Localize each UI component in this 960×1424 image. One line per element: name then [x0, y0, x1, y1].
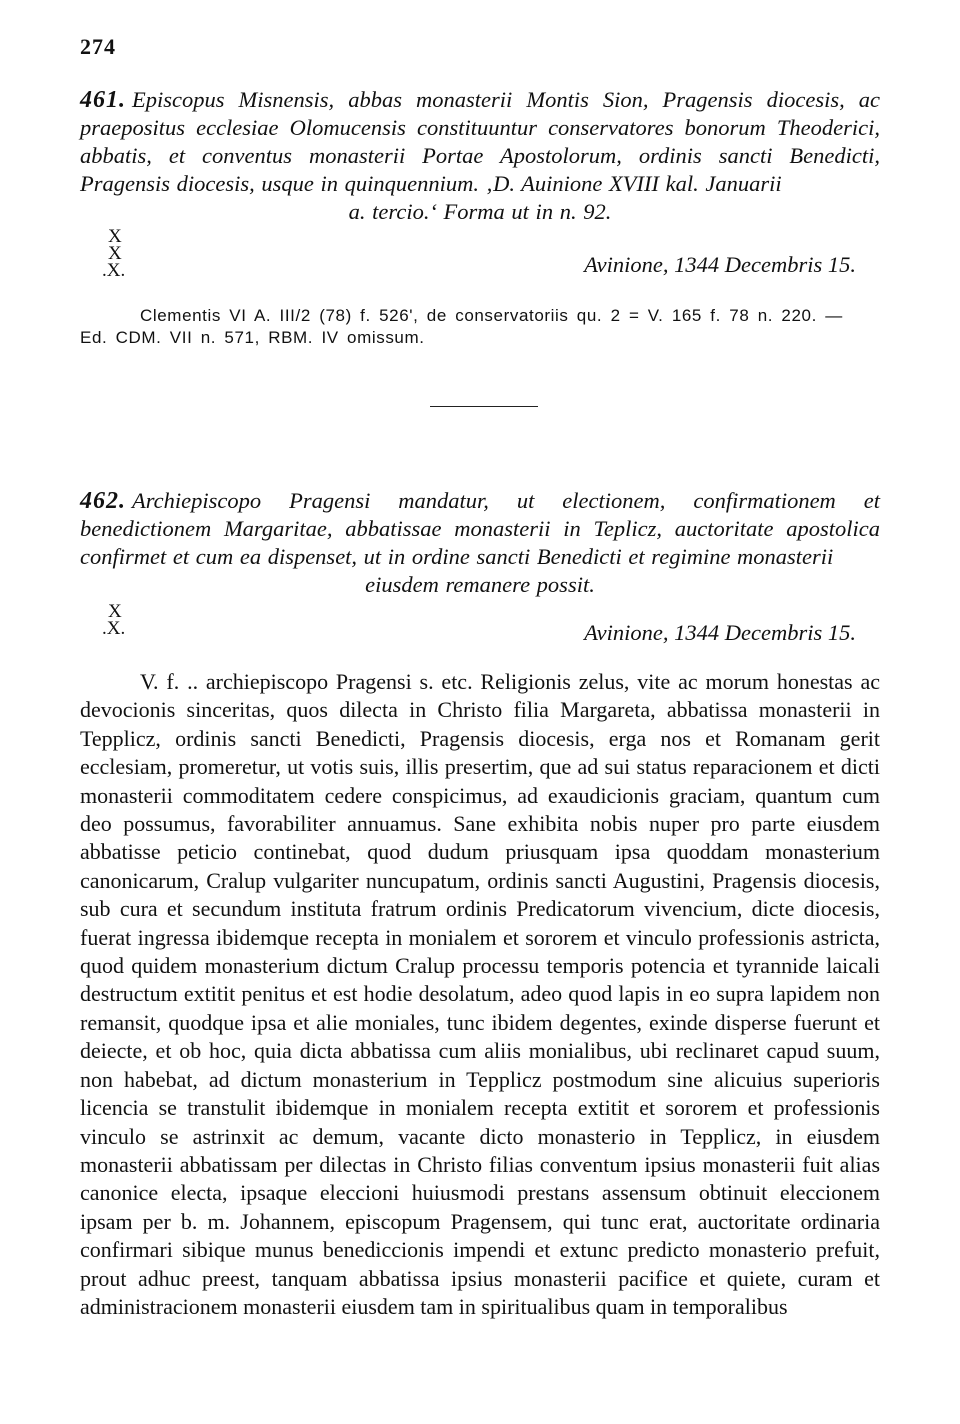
marks-461 — [102, 228, 125, 279]
mark: X — [108, 601, 122, 622]
document-462-text: V. f. .. archiepiscopo Pragensi s. etc. Religionis zelus, vite ac morum honestas ac devocionis sinceritas, quos dilecta in Christo filia Margareta, abbatissa monasterii in Tepplicz, ordinis sancti Benedicti, Pragensis diocesis, erga nos et Romanam gerit ecclesiam, promeretur, ut votis suis, illis presertim, que ad sui status reparacionem et dicti monasterii commoditatem cedere conspicimus, ad exaudicionis graciam, quantum cum deo possumus, favorabiliter annuamus. Sane exhibita nobis nuper pro parte eiusdem abbatisse peticio continebat, quod dudum priusquam ipsa quoddam monasterium canonicarum, Cralup vulgariter nuncupatum, ordinis sancti Augustini, Pragensis diocesis, sub cura et secundum instituta fratrum ordinis Predicatorum vivencium, dicte diocesis, fuerat ingressa ibidemque recepta in monialem et sororem et vinculo professionis astricta, quod quidem monasterium dictum Cralup processu temporis potencia et tyrannide laicali destructum extitit penitus et est hodie desolatum, adeo quod lapis in eo supra lapidem non remansit, quodque ipsa et alie moniales, tunc ibidem degentes, exinde disperse fuerunt et deiecte, et ob hoc, quia dicta abbatissa cum aliis monialibus, ubi reclinaret capud suum, non habebat, ad dictum monasterium in Tepplicz postmodum sine alicuius superioris licencia se transtulit ibidemque in monialem recepta extitit et sororem et professionis vinculo se astrinxit ac demum, vacante dicto monasterio in Tepplicz, in eiusdem monasterii abbatissam per dilectas in Christo filias conventum ipsius monasterii fuit alias canonice electa, ipsaque eleccioni huiusmodi prestans assensum obtinuit eleccionem ipsam per b. m. Johannem, episcopum Pragensem, qui tunc erat, auctoritate ordinaria confirmari sibique munus benediccionis impendi et extunc predicto monasterio prefuit, prout adhuc preest, tanquam abbatissa ipsius monasterii pacifice et quiete, curam et administracionem monasterii eiusdem tam in spiritualibus quam in temporalibus — [80, 669, 880, 1319]
mark: .X. — [102, 260, 126, 281]
page-number: 274 — [80, 34, 116, 59]
regest-461-tail: a. tercio.‘ Forma ut in n. 92. — [348, 199, 612, 224]
source-note-461 — [80, 305, 880, 349]
regest-462 — [80, 487, 880, 599]
regest-461 — [80, 86, 880, 226]
mark: .X. — [102, 618, 126, 639]
date-461: Avinione, 1344 Decembris 15. — [584, 252, 856, 277]
source-note-line: Ed. CDM. VII n. 571, RBM. IV omissum. — [80, 328, 425, 347]
document-number-461: 461. — [80, 87, 126, 113]
date-462: Avinione, 1344 Decembris 15. — [584, 620, 856, 645]
section-divider — [430, 406, 538, 407]
regest-462-text: Archiepiscopo Pragensi mandatur, ut electionem, confirmationem et benedictionem Margaritae, abbatissae monasterii in Teplicz, auctoritate apostolica confirmet et cum ea dispenset, ut in ordine sancti Benedicti et regimine monasterii — [80, 488, 880, 569]
source-note-line: Clementis VI A. III/2 (78) f. 526', de conservatoriis qu. 2 = V. 165 f. 78 n. 220. — — [140, 306, 843, 325]
document-number-462: 462. — [80, 488, 126, 514]
marks-462 — [102, 603, 125, 637]
mark: X — [108, 243, 122, 264]
regest-462-tail: eiusdem remanere possit. — [365, 572, 595, 597]
mark: X — [108, 226, 122, 247]
regest-461-text: Episcopus Misnensis, abbas monasterii Montis Sion, Pragensis diocesis, ac praepositus ecclesiae Olomucensis constituuntur conservatores bonorum Theoderici, abbatis, et conventus monasterii Portae Apostolorum, ordinis sancti Benedicti, Pragensis diocesis, usque in quinquennium. ‚D. Auinione XVIII kal. Januarii — [80, 87, 880, 196]
